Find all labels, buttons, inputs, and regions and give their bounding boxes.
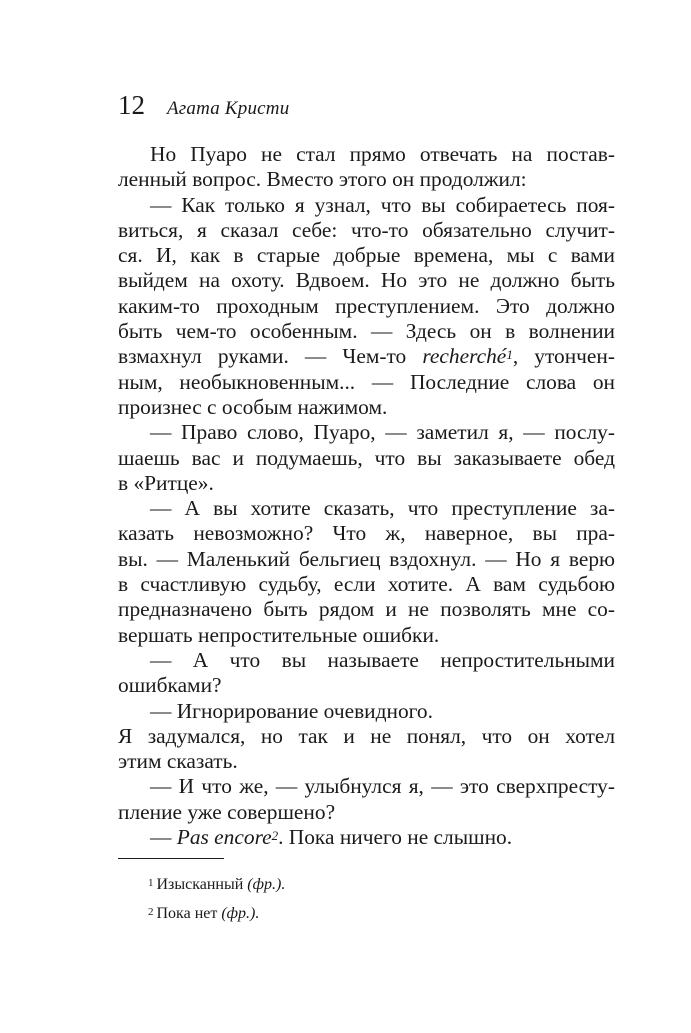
body-text: [118, 142, 615, 850]
text-segment: в «Ритце».: [118, 470, 214, 495]
text-line: [118, 825, 615, 850]
text-segment: ленный вопрос. Вместо этого он продолжил:: [118, 167, 527, 192]
text-line: [118, 294, 615, 319]
text-line: [118, 395, 615, 420]
text-segment: — А вы хотите сказать, что преступление за-: [150, 496, 615, 521]
text-line: [118, 344, 615, 369]
text-segment: в счастливую судьбу, если хотите. А вам судьбою: [118, 572, 615, 597]
footnote-reference: 2: [271, 828, 279, 844]
footnote-language-note: (фр.).: [247, 876, 286, 893]
text-line: [118, 800, 615, 825]
text-line: [118, 673, 615, 698]
footnote-mark: 1: [148, 877, 154, 889]
text-segment: ся. И, как в старые добрые времена, мы с вами: [118, 243, 615, 268]
text-segment: виться, я сказал себе: что-то обязательно случит-: [118, 217, 615, 242]
text-segment: пление уже совершено?: [118, 799, 336, 824]
text-segment: вы. — Маленький бельгиец вздохнул. — Но я верю: [118, 546, 615, 571]
footnotes: [148, 870, 285, 928]
text-line: [118, 521, 615, 546]
text-segment: Но Пуаро не стал прямо отвечать на постав-: [150, 142, 615, 166]
text-line: [118, 370, 615, 395]
text-segment: взмахнул руками. — Чем-то: [118, 344, 423, 369]
text-segment: предназначено быть рядом и не позволять мне со-: [118, 597, 615, 622]
text-line: [118, 167, 615, 192]
italic-phrase: Pas encore: [176, 825, 272, 850]
footnote-mark: 2: [148, 906, 154, 918]
text-line: [118, 268, 615, 293]
text-segment: ошибками?: [118, 673, 222, 698]
text-segment: —: [150, 825, 177, 850]
text-segment: — А что вы называете непростительными: [150, 647, 615, 672]
text-line: [118, 648, 615, 673]
text-line: [118, 699, 615, 724]
text-line: [118, 193, 615, 218]
text-line: [118, 597, 615, 622]
text-line: [118, 749, 615, 774]
text-line: [118, 724, 615, 749]
text-segment: шаешь вас и подумаешь, что вы заказываете обед: [118, 445, 615, 470]
footnote: [148, 899, 285, 928]
text-line: [118, 547, 615, 572]
text-segment: — И что же, — улыбнулся я, — это сверхпресту-: [150, 774, 615, 799]
text-line: [118, 623, 615, 648]
text-line: [118, 142, 615, 167]
text-segment: произнес с особым нажимом.: [118, 394, 388, 419]
text-segment: . Пока ничего не слышно.: [278, 825, 513, 850]
text-line: [118, 496, 615, 521]
footnote-language-note: (фр.).: [221, 905, 260, 922]
text-segment: ным, необыкновенным... — Последние слова он: [118, 369, 615, 394]
page-header: [118, 88, 289, 122]
text-line: [118, 572, 615, 597]
text-segment: вершать непростительные ошибки.: [118, 622, 440, 647]
text-segment: — Как только я узнал, что вы собираетесь поя-: [150, 192, 615, 217]
text-line: [118, 774, 615, 799]
italic-phrase: recherché: [422, 344, 507, 369]
text-segment: Я задумался, но так и не понял, что он хотел: [118, 723, 615, 748]
text-segment: каким-то проходным преступлением. Это должно: [118, 293, 615, 318]
footnote-separator: [118, 858, 224, 859]
text-segment: этим сказать.: [118, 749, 238, 774]
page-number: 12: [118, 90, 145, 120]
footnote-text: Пока нет: [156, 905, 222, 922]
text-segment: выйдем на охоту. Вдвоем. Но это не должно быть: [118, 268, 615, 293]
text-line: [118, 420, 615, 445]
text-segment: , утончен-: [512, 344, 615, 369]
text-segment: — Игнорирование очевидного.: [150, 698, 433, 723]
running-title-author: Агата Кристи: [167, 98, 290, 119]
text-line: [118, 218, 615, 243]
text-segment: — Право слово, Пуаро, — заметил я, — послу-: [150, 420, 615, 445]
text-line: [118, 471, 615, 496]
footnote-text: Изысканный: [156, 876, 248, 893]
footnote-reference: 1: [506, 347, 513, 363]
text-segment: казать невозможно? Что ж, наверное, вы пра-: [118, 521, 615, 546]
text-line: [118, 243, 615, 268]
text-segment: быть чем-то особенным. — Здесь он в волнении: [118, 319, 615, 344]
text-line: [118, 446, 615, 471]
text-line: [118, 319, 615, 344]
footnote: [148, 870, 285, 899]
